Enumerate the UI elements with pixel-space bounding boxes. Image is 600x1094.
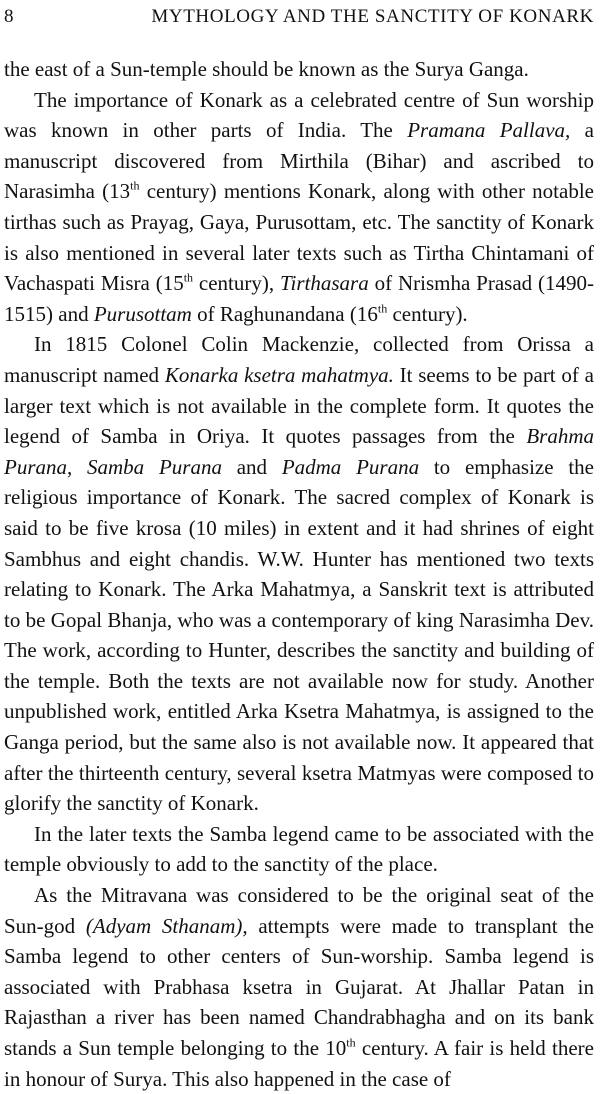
text-run: century) mentions Konark, along with other notable tirthas such as Prayag, Gaya, Purusottam, etc. The sanctity of Konark is also mentioned in several later texts such as Tirtha Chintamani of Vachaspati Misra (15 [4,179,594,296]
body-text [4,54,594,1094]
text-run: of Nrismha Prasad (1490-1515) and [4,271,595,326]
paragraph-5 [4,880,594,1094]
text-run: It seems to be part of a larger text which is not available in the complete form. It quotes the legend of Samba in Oriya. It quotes passages from the [4,362,594,449]
italic-title: Tirthasara [280,271,369,296]
italic-title: Padma Purana [281,454,420,479]
text-run: In 1815 Colonel Colin Mackenzie, collected from Orissa a manuscript named [4,332,594,387]
text-run: century). [387,301,468,326]
text-run: century), [193,271,281,296]
ordinal-suffix: th [377,301,388,316]
ordinal-suffix: th [183,270,194,285]
text-run: , [67,454,88,479]
ordinal-suffix: th [346,1035,356,1050]
italic-term: (Adyam Sthanam), [85,913,248,938]
text-run: the east of a Sun-temple should be known as the Surya Ganga. [4,57,529,81]
paragraph-4 [4,819,594,880]
text-run: and [221,454,282,479]
paragraph-2 [4,85,594,330]
text-run: attempts were made to transplant the Samba legend to other centers of Sun-worship. Samba legend is associated with Prabhasa ksetra in Gujarat. At Jhallar Patan in Rajasthan a river has been named Chandrabhagha and on its bank stands a Sun temple belonging to the 10 [4,913,594,1060]
text-run: As the Mitravana was considered to be the original seat of the Sun-god [4,883,594,938]
running-title: MYTHOLOGY AND THE SANCTITY OF KONARK [151,6,594,27]
italic-title: Samba Purana [87,454,222,479]
italic-title: Konarka ksetra mahatmya. [164,362,394,387]
text-run: century. A fair is held there in honour of Surya. This also happened in the case of [4,1036,594,1091]
italic-title: Purusottam [93,301,192,326]
running-header [4,6,594,30]
paragraph-3 [4,329,594,819]
text-run: of Raghunandana (16 [191,301,378,326]
page-number: 8 [4,6,14,27]
text-run: to emphasize the religious importance of Konark. The sacred complex of Konark is said to be five krosa (10 miles) in extent and it had shrines of eight Sambhus and eight chandis. W.W. Hunter has mentioned two texts relating to Konark. The Arka Mahatmya, a Sanskrit text is attributed to be Gopal Bhanja, who was a contemporary of king Narasimha Dev. The work, according to Hunter, describes the sanctity and building of the temple. Both the texts are not available now for study. Another unpublished work, entitled Arka Ksetra Mahatmya, is assigned to the Ganga period, but the same also is not available now. It appeared that after the thirteenth century, several ksetra Matmyas were composed to glorify the sanctity of Konark. [4,454,594,816]
text-run: a manuscript discovered from Mirthila (Bihar) and ascribed to Narasimha (13 [4,118,594,204]
italic-title: Brahma Purana [4,424,594,479]
ordinal-suffix: th [130,178,140,193]
paragraph-1 [4,54,594,85]
italic-title: Pramana Pallava, [407,118,571,143]
text-run: The importance of Konark as a celebrated centre of Sun worship was known in other parts of India. The [4,87,594,143]
text-run: In the later texts the Samba legend came to be associated with the temple obviously to add to the sanctity of the place. [4,821,594,877]
